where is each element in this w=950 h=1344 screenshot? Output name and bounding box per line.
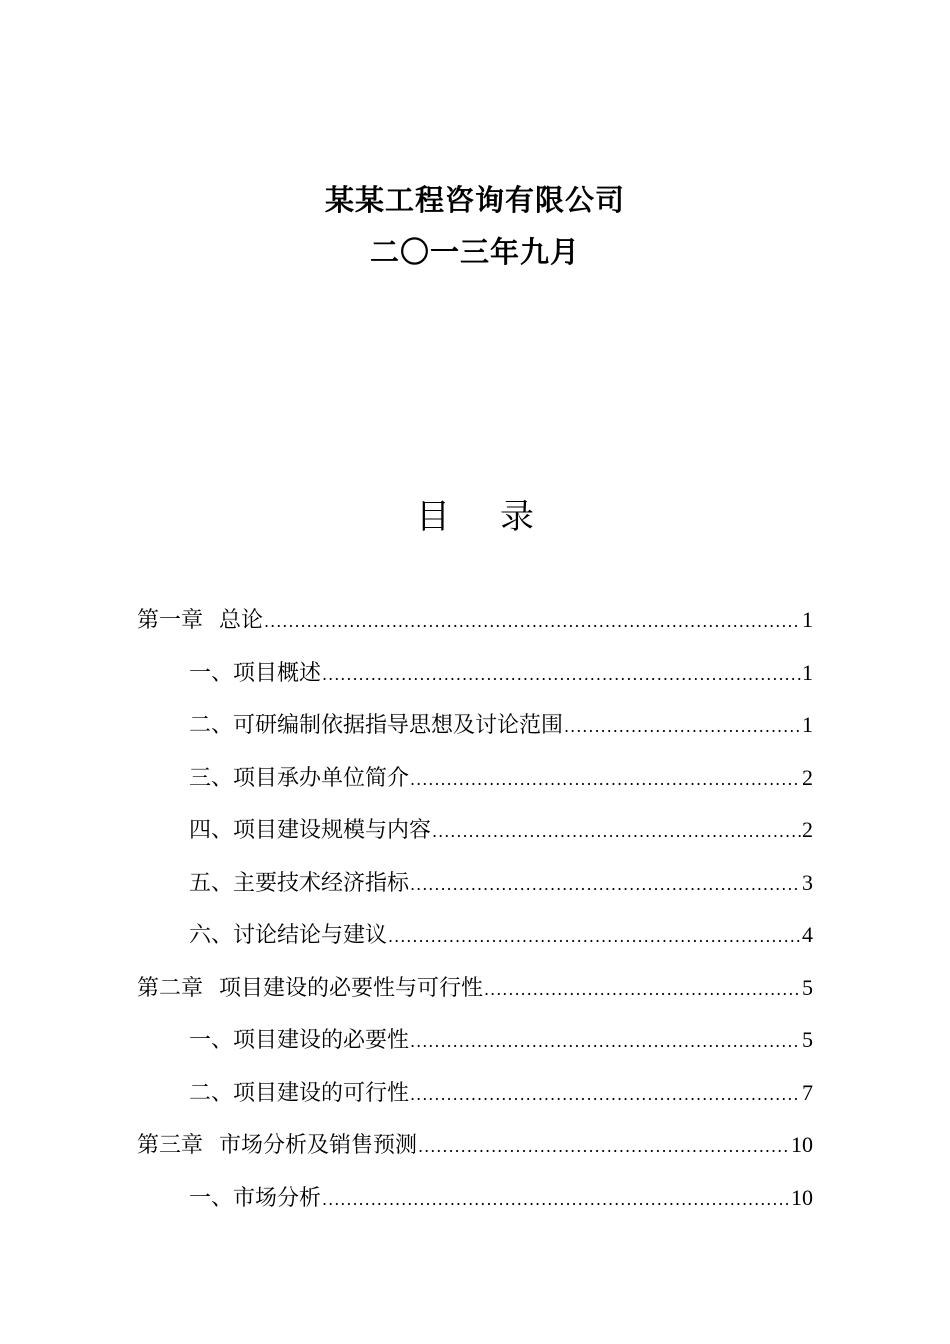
toc-entry-section[interactable] bbox=[137, 810, 813, 863]
toc-entry-text: 二、项目建设的可行性 bbox=[189, 1080, 410, 1106]
toc-dot-leader bbox=[410, 865, 801, 905]
toc-page-number: 4 bbox=[802, 922, 813, 947]
table-of-contents bbox=[137, 600, 813, 1230]
toc-heading-part2: 录 bbox=[500, 497, 534, 537]
toc-heading-part1: 目 bbox=[416, 497, 450, 537]
toc-entry-section[interactable] bbox=[137, 705, 813, 758]
company-name: 某某工程咨询有限公司 bbox=[324, 183, 625, 217]
toc-entry-text: 四、项目建设规模与内容 bbox=[189, 818, 432, 843]
toc-chapter-number: 第二章 bbox=[137, 975, 204, 1001]
toc-entry-chapter-3[interactable] bbox=[137, 1125, 813, 1178]
toc-entry-section[interactable] bbox=[137, 1073, 813, 1126]
toc-entry-text: 二、可研编制依据指导思想及讨论范围 bbox=[189, 713, 564, 738]
toc-entry-text: 市场分析及销售预测 bbox=[219, 1133, 418, 1158]
toc-entry-text: 三、项目承办单位简介 bbox=[189, 765, 410, 791]
toc-page-number: 7 bbox=[802, 1079, 813, 1105]
toc-dot-leader bbox=[264, 602, 801, 642]
toc-page-number: 1 bbox=[802, 659, 813, 685]
toc-chapter-number: 第三章 bbox=[137, 1133, 204, 1158]
toc-entry-text: 六、讨论结论与建议 bbox=[189, 923, 388, 948]
toc-page-number: 2 bbox=[802, 764, 813, 790]
toc-page-number: 10 bbox=[791, 1184, 813, 1210]
toc-page-number: 5 bbox=[802, 1027, 813, 1052]
toc-page-number: 3 bbox=[802, 869, 813, 895]
toc-entry-text: 一、项目概述 bbox=[189, 660, 322, 686]
toc-page-number: 1 bbox=[802, 712, 813, 737]
toc-page-number: 10 bbox=[791, 1132, 813, 1157]
toc-entry-section[interactable] bbox=[137, 915, 813, 968]
toc-dot-leader bbox=[410, 1022, 801, 1062]
toc-entry-text: 五、主要技术经济指标 bbox=[189, 870, 410, 896]
toc-dot-leader bbox=[564, 707, 801, 747]
toc-entry-text: 一、市场分析 bbox=[189, 1185, 322, 1211]
toc-chapter-number: 第一章 bbox=[137, 608, 204, 633]
toc-entry-section[interactable] bbox=[137, 1178, 813, 1231]
toc-entry-text: 一、项目建设的必要性 bbox=[189, 1028, 410, 1053]
toc-entry-section[interactable] bbox=[137, 758, 813, 811]
toc-dot-leader bbox=[432, 812, 801, 852]
toc-entry-chapter-2[interactable] bbox=[137, 968, 813, 1021]
toc-entry-chapter-1[interactable] bbox=[137, 600, 813, 653]
toc-entry-section[interactable] bbox=[137, 1020, 813, 1073]
toc-heading bbox=[0, 495, 950, 539]
toc-dot-leader bbox=[322, 655, 801, 695]
toc-dot-leader bbox=[322, 1180, 790, 1220]
toc-page-number: 2 bbox=[802, 817, 813, 842]
toc-entry-section[interactable] bbox=[137, 863, 813, 916]
toc-page-number: 1 bbox=[802, 607, 813, 632]
toc-dot-leader bbox=[484, 970, 801, 1010]
document-date: 二〇一三年九月 bbox=[369, 235, 580, 269]
toc-dot-leader bbox=[410, 1075, 801, 1115]
toc-dot-leader bbox=[388, 917, 801, 957]
toc-entry-text: 项目建设的必要性与可行性 bbox=[219, 975, 484, 1001]
toc-dot-leader bbox=[410, 760, 801, 800]
toc-entry-section[interactable] bbox=[137, 653, 813, 706]
toc-page-number: 5 bbox=[802, 974, 813, 1000]
toc-dot-leader bbox=[418, 1127, 790, 1167]
toc-entry-text: 总论 bbox=[219, 608, 264, 633]
